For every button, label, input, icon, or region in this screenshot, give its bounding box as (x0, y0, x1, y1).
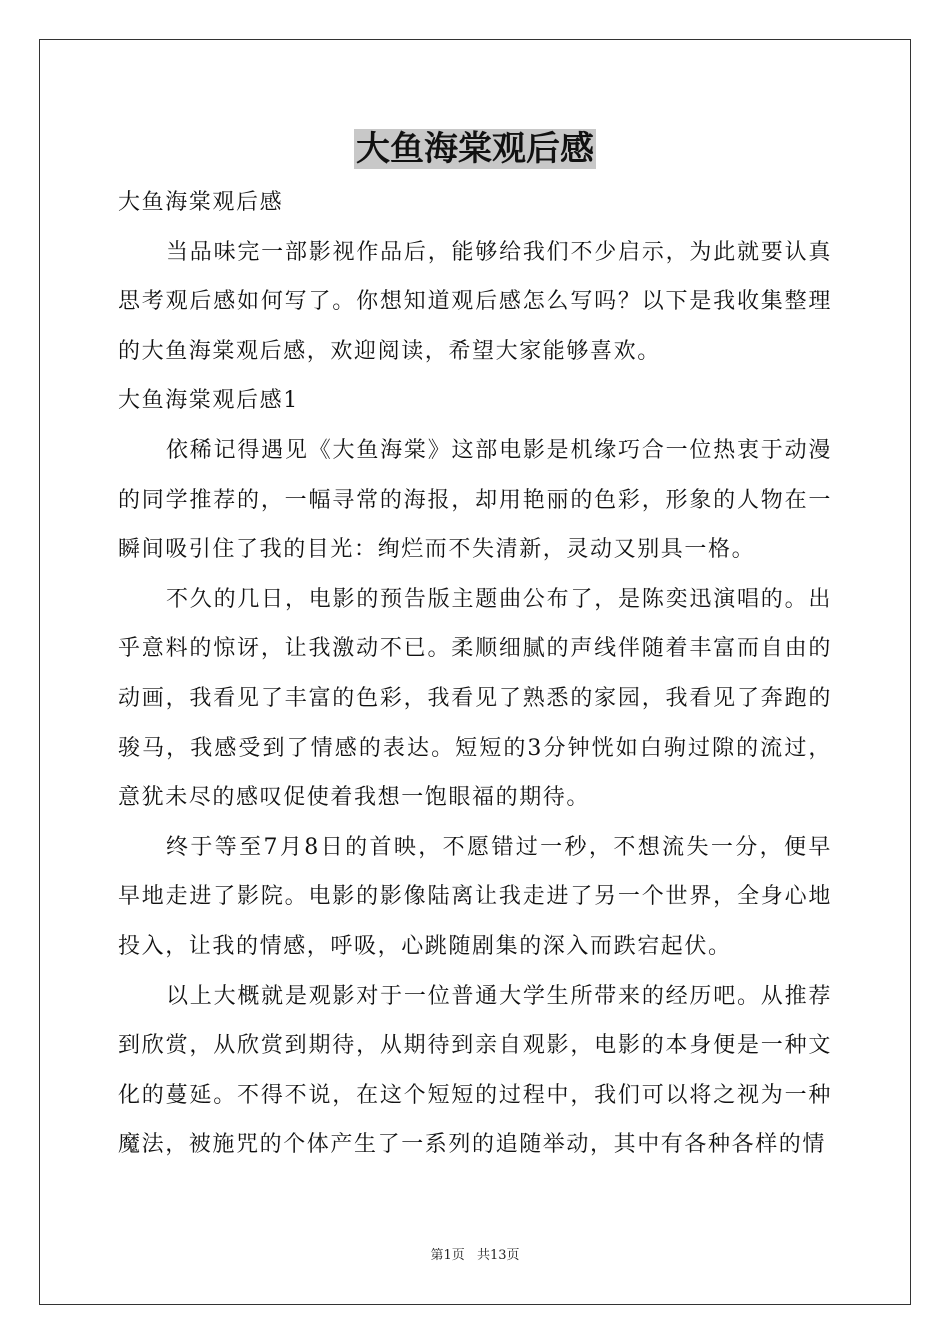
page-total: 共13页 (476, 1248, 520, 1263)
body-paragraph: 以上大概就是观影对于一位普通大学生所带来的经历吧。从推荐到欣赏，从欣赏到期待，从期待到亲自观影，电影的本身便是一种文化的蔓延。不得不说，在这个短短的过程中，我们可以将之视为一种魔法，被施咒的个体产生了一系列的追随举动，其中有各种各样的情 (118, 983, 832, 1158)
body-paragraph: 当品味完一部影视作品后，能够给我们不少启示，为此就要认真思考观后感如何写了。你想知道观后感怎么写吗？以下是我收集整理的大鱼海棠观后感，欢迎阅读，希望大家能够喜欢。 (118, 239, 832, 364)
page-footer (0, 1248, 950, 1264)
body-paragraph: 终于等至7月8日的首映，不愿错过一秒，不想流失一分，便早早地走进了影院。电影的影像陆离让我走进了另一个世界，全身心地投入，让我的情感，呼吸，心跳随剧集的深入而跌宕起伏。 (118, 834, 832, 959)
document-title-text: 大鱼海棠观后感 (356, 129, 594, 169)
section-heading: 大鱼海棠观后感1 (118, 388, 299, 414)
document-title (0, 128, 950, 170)
section-heading: 大鱼海棠观后感 (118, 190, 284, 215)
document-body (118, 178, 832, 1170)
body-paragraph: 依稀记得遇见《大鱼海棠》这部电影是机缘巧合一位热衷于动漫的同学推荐的，一幅寻常的海报，却用艳丽的色彩，形象的人物在一瞬间吸引住了我的目光：绚烂而不失清新，灵动又别具一格。 (118, 437, 832, 563)
page-number: 第1页 (430, 1248, 465, 1263)
body-paragraph: 不久的几日，电影的预告版主题曲公布了，是陈奕迅演唱的。出乎意料的惊讶，让我激动不已。柔顺细腻的声线伴随着丰富而自由的动画，我看见了丰富的色彩，我看见了熟悉的家园，我看见了奔跑的骏马，我感受到了情感的表达。短短的3分钟恍如白驹过隙的流过，意犹未尽的感叹促使着我想一饱眼福的期待。 (118, 586, 832, 811)
